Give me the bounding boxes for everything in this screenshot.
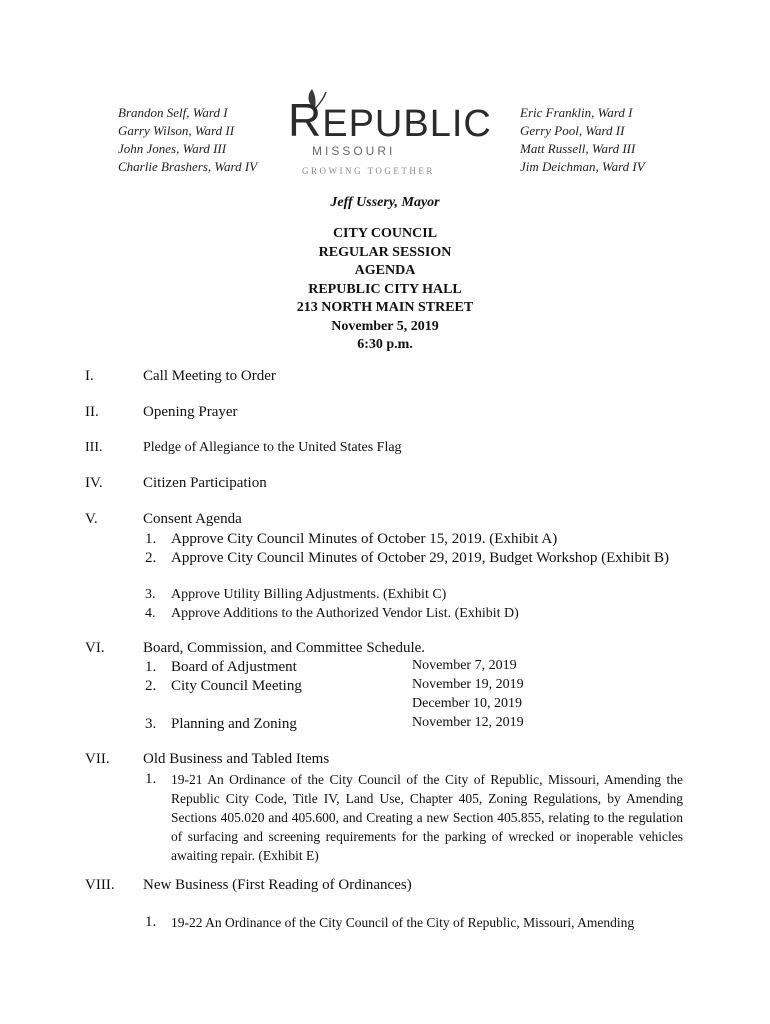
schedule-date: November 7, 2019 — [412, 658, 517, 673]
item-number: 1. — [145, 659, 157, 675]
section-number: V. — [85, 511, 98, 527]
item-text: Approve Additions to the Authorized Vendor List. (Exhibit D) — [171, 606, 519, 621]
item-number: 1. — [145, 914, 157, 930]
item-number: 2. — [145, 678, 157, 694]
section-number: IV. — [85, 475, 103, 491]
item-text: City Council Meeting — [171, 678, 302, 694]
item-text: 19-21 An Ordinance of the City Council of the City of Republic, Missouri, Amending the Republic City Code, Title IV, Land Use, Chapter 405, Zoning Regulations, by Amending Sections 405.020 and 405.600, and Creating a new Section 405.855, relating to the regulation of surfacing and screening requirements for the parking of wrecked or inoperable vehicles awaiting repair. (Exhibit E) — [171, 772, 683, 863]
item-text: 19-22 An Ordinance of the City Council of the City of Republic, Missouri, Amending — [171, 915, 635, 930]
schedule-date: December 10, 2019 — [412, 696, 523, 711]
item-text: Planning and Zoning — [171, 716, 297, 732]
section-heading: New Business (First Reading of Ordinances) — [143, 877, 412, 893]
section-heading: Consent Agenda — [143, 511, 242, 527]
item-number: 4. — [145, 606, 156, 621]
item-number: 1. — [145, 771, 157, 787]
title-line: CITY COUNCIL — [332, 226, 438, 241]
council-member: John Jones, Ward III — [118, 141, 227, 156]
republic-logo — [288, 90, 492, 186]
title-line: REPUBLIC CITY HALL — [308, 281, 462, 297]
section-number: VIII. — [85, 877, 115, 893]
title-line: AGENDA — [354, 263, 416, 278]
title-line: REGULAR SESSION — [318, 244, 452, 260]
item-text: Approve Utility Billing Adjustments. (Exhibit C) — [171, 587, 447, 602]
item-number: 1. — [145, 531, 157, 547]
section-number: VII. — [85, 751, 110, 767]
section-heading: Pledge of Allegiance to the United States Flag — [143, 440, 402, 455]
mayor-name: Jeff Ussery, Mayor — [330, 195, 440, 210]
item-number: 3. — [145, 587, 156, 602]
council-member: Brandon Self, Ward I — [118, 105, 228, 120]
item-number: 3. — [145, 716, 157, 732]
section-heading: Call Meeting to Order — [143, 368, 276, 384]
meeting-time: 6:30 p.m. — [357, 337, 413, 352]
logo-wordmark: REPUBLIC — [288, 94, 492, 146]
council-member: Gerry Pool, Ward II — [520, 123, 625, 138]
schedule-date: November 12, 2019 — [412, 715, 524, 730]
title-line: 213 NORTH MAIN STREET — [296, 300, 474, 315]
agenda-title-block — [0, 225, 770, 355]
section-number: I. — [85, 368, 94, 384]
council-member: Garry Wilson, Ward II — [118, 123, 235, 138]
council-members-right — [520, 104, 645, 176]
council-members-left — [118, 104, 257, 176]
section-heading: Opening Prayer — [143, 404, 238, 420]
item-text: Approve City Council Minutes of October 15, 2019. (Exhibit A) — [171, 531, 558, 547]
section-number: II. — [85, 404, 99, 420]
item-text: Board of Adjustment — [171, 659, 297, 675]
council-member: Eric Franklin, Ward I — [520, 105, 633, 120]
section-number: III. — [85, 440, 103, 455]
section-heading: Board, Commission, and Committee Schedule. — [143, 640, 426, 656]
section-heading: Citizen Participation — [143, 475, 267, 491]
item-number: 2. — [145, 550, 157, 566]
section-heading: Old Business and Tabled Items — [143, 751, 330, 767]
council-member: Charlie Brashers, Ward IV — [118, 159, 258, 174]
council-member: Jim Deichman, Ward IV — [520, 159, 645, 174]
schedule-date: November 19, 2019 — [412, 677, 524, 692]
logo-tagline: GROWING TOGETHER — [302, 166, 435, 176]
council-member: Matt Russell, Ward III — [520, 141, 636, 156]
section-number: VI. — [85, 640, 105, 656]
meeting-date: November 5, 2019 — [331, 318, 439, 334]
logo-state: MISSOURI — [312, 144, 396, 158]
item-text: Approve City Council Minutes of October 29, 2019, Budget Workshop (Exhibit B) — [171, 550, 670, 566]
